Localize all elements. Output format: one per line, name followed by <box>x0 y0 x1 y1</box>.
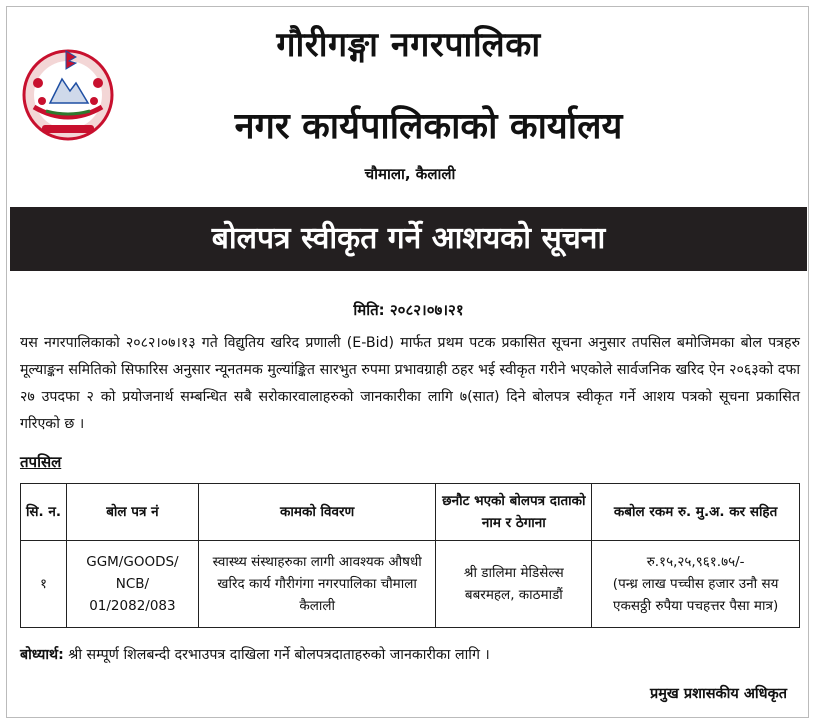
header-serial: सि. न. <box>21 484 67 541</box>
municipality-name: गौरीगङ्गा नगरपालिका <box>276 25 541 65</box>
table-row <box>21 541 800 628</box>
section-heading: तपसिल <box>20 453 62 471</box>
notice-title-banner: बोलपत्र स्वीकृत गर्ने आशयको सूचना <box>10 207 807 271</box>
footnote-text: श्री सम्पूर्ण शिलबन्दी दरभाउपत्र दाखिला गर्ने बोलपत्रदाताहरुको जानकारीका लागि । <box>63 647 490 663</box>
amount-value: रु.१५,२५,९६१.७५/- <box>646 554 745 570</box>
table-header-row <box>21 484 800 541</box>
tender-table <box>20 483 800 628</box>
notice-date: मिति: २०८२।०७।२१ <box>353 301 464 319</box>
cell-bidder: श्री डालिमा मेडिसेल्स बबरमहल, काठमाडौं <box>436 541 592 628</box>
header-description: कामको विवरण <box>198 484 436 541</box>
footnote-label: बोध्यार्थ: <box>20 647 64 663</box>
office-address: चौमाला, कैलाली <box>364 165 456 183</box>
header-amount: कबोल रकम रु. मु.अ. कर सहित <box>592 484 800 541</box>
cell-amount <box>592 541 800 628</box>
cell-description: स्वास्थ्य संस्थाहरुका लागी आवश्यक औषधी खरिद कार्य गौरीगंगा नगरपालिका चौमाला कैलाली <box>198 541 436 628</box>
amount-in-words: (पन्ध्र लाख पच्चीस हजार उनौ सय एकसठ्ठी रुपैया पचहत्तर पैसा मात्र) <box>612 576 779 614</box>
cell-bid-no: GGM/GOODS/ NCB/ 01/2082/083 <box>66 541 198 628</box>
header-bidder: छनौट भएको बोलपत्र दाताको नाम र ठेगाना <box>436 484 592 541</box>
header-bid-no: बोल पत्र नं <box>66 484 198 541</box>
cell-serial: १ <box>21 541 67 628</box>
footnote <box>20 645 490 664</box>
office-name: नगर कार्यपालिकाको कार्यालय <box>234 105 623 147</box>
signature-title: प्रमुख प्रशासकीय अधिकृत <box>650 686 787 702</box>
notice-body: यस नगरपालिकाको २०८२।०७।१३ गते विद्युतिय खरिद प्रणाली (E-Bid) मार्फत प्रथम पटक प्रकासित सूचना अनुसार तपसिल बमोजिमका बोल पत्रहरु मूल्याङ्कन समितिको सिफारिस अनुसार न्यूनतमक मुल्यांङ्कित सारभुत रुपमा प्रभावग्राही ठहर भई स्वीकृत गरीने भएकोले सार्वजनिक खरिद ऐन २०६३को दफा २७ उपदफा २ को प्रयोजनार्थ सम्बन्धित सबै सरोकारवालाहरुको जानकारीका लागि ७(सात) दिने बोलपत्र स्वीकृत गर्ने आशय पत्रको सूचना प्रकासित गरिएको छ । <box>20 335 800 432</box>
